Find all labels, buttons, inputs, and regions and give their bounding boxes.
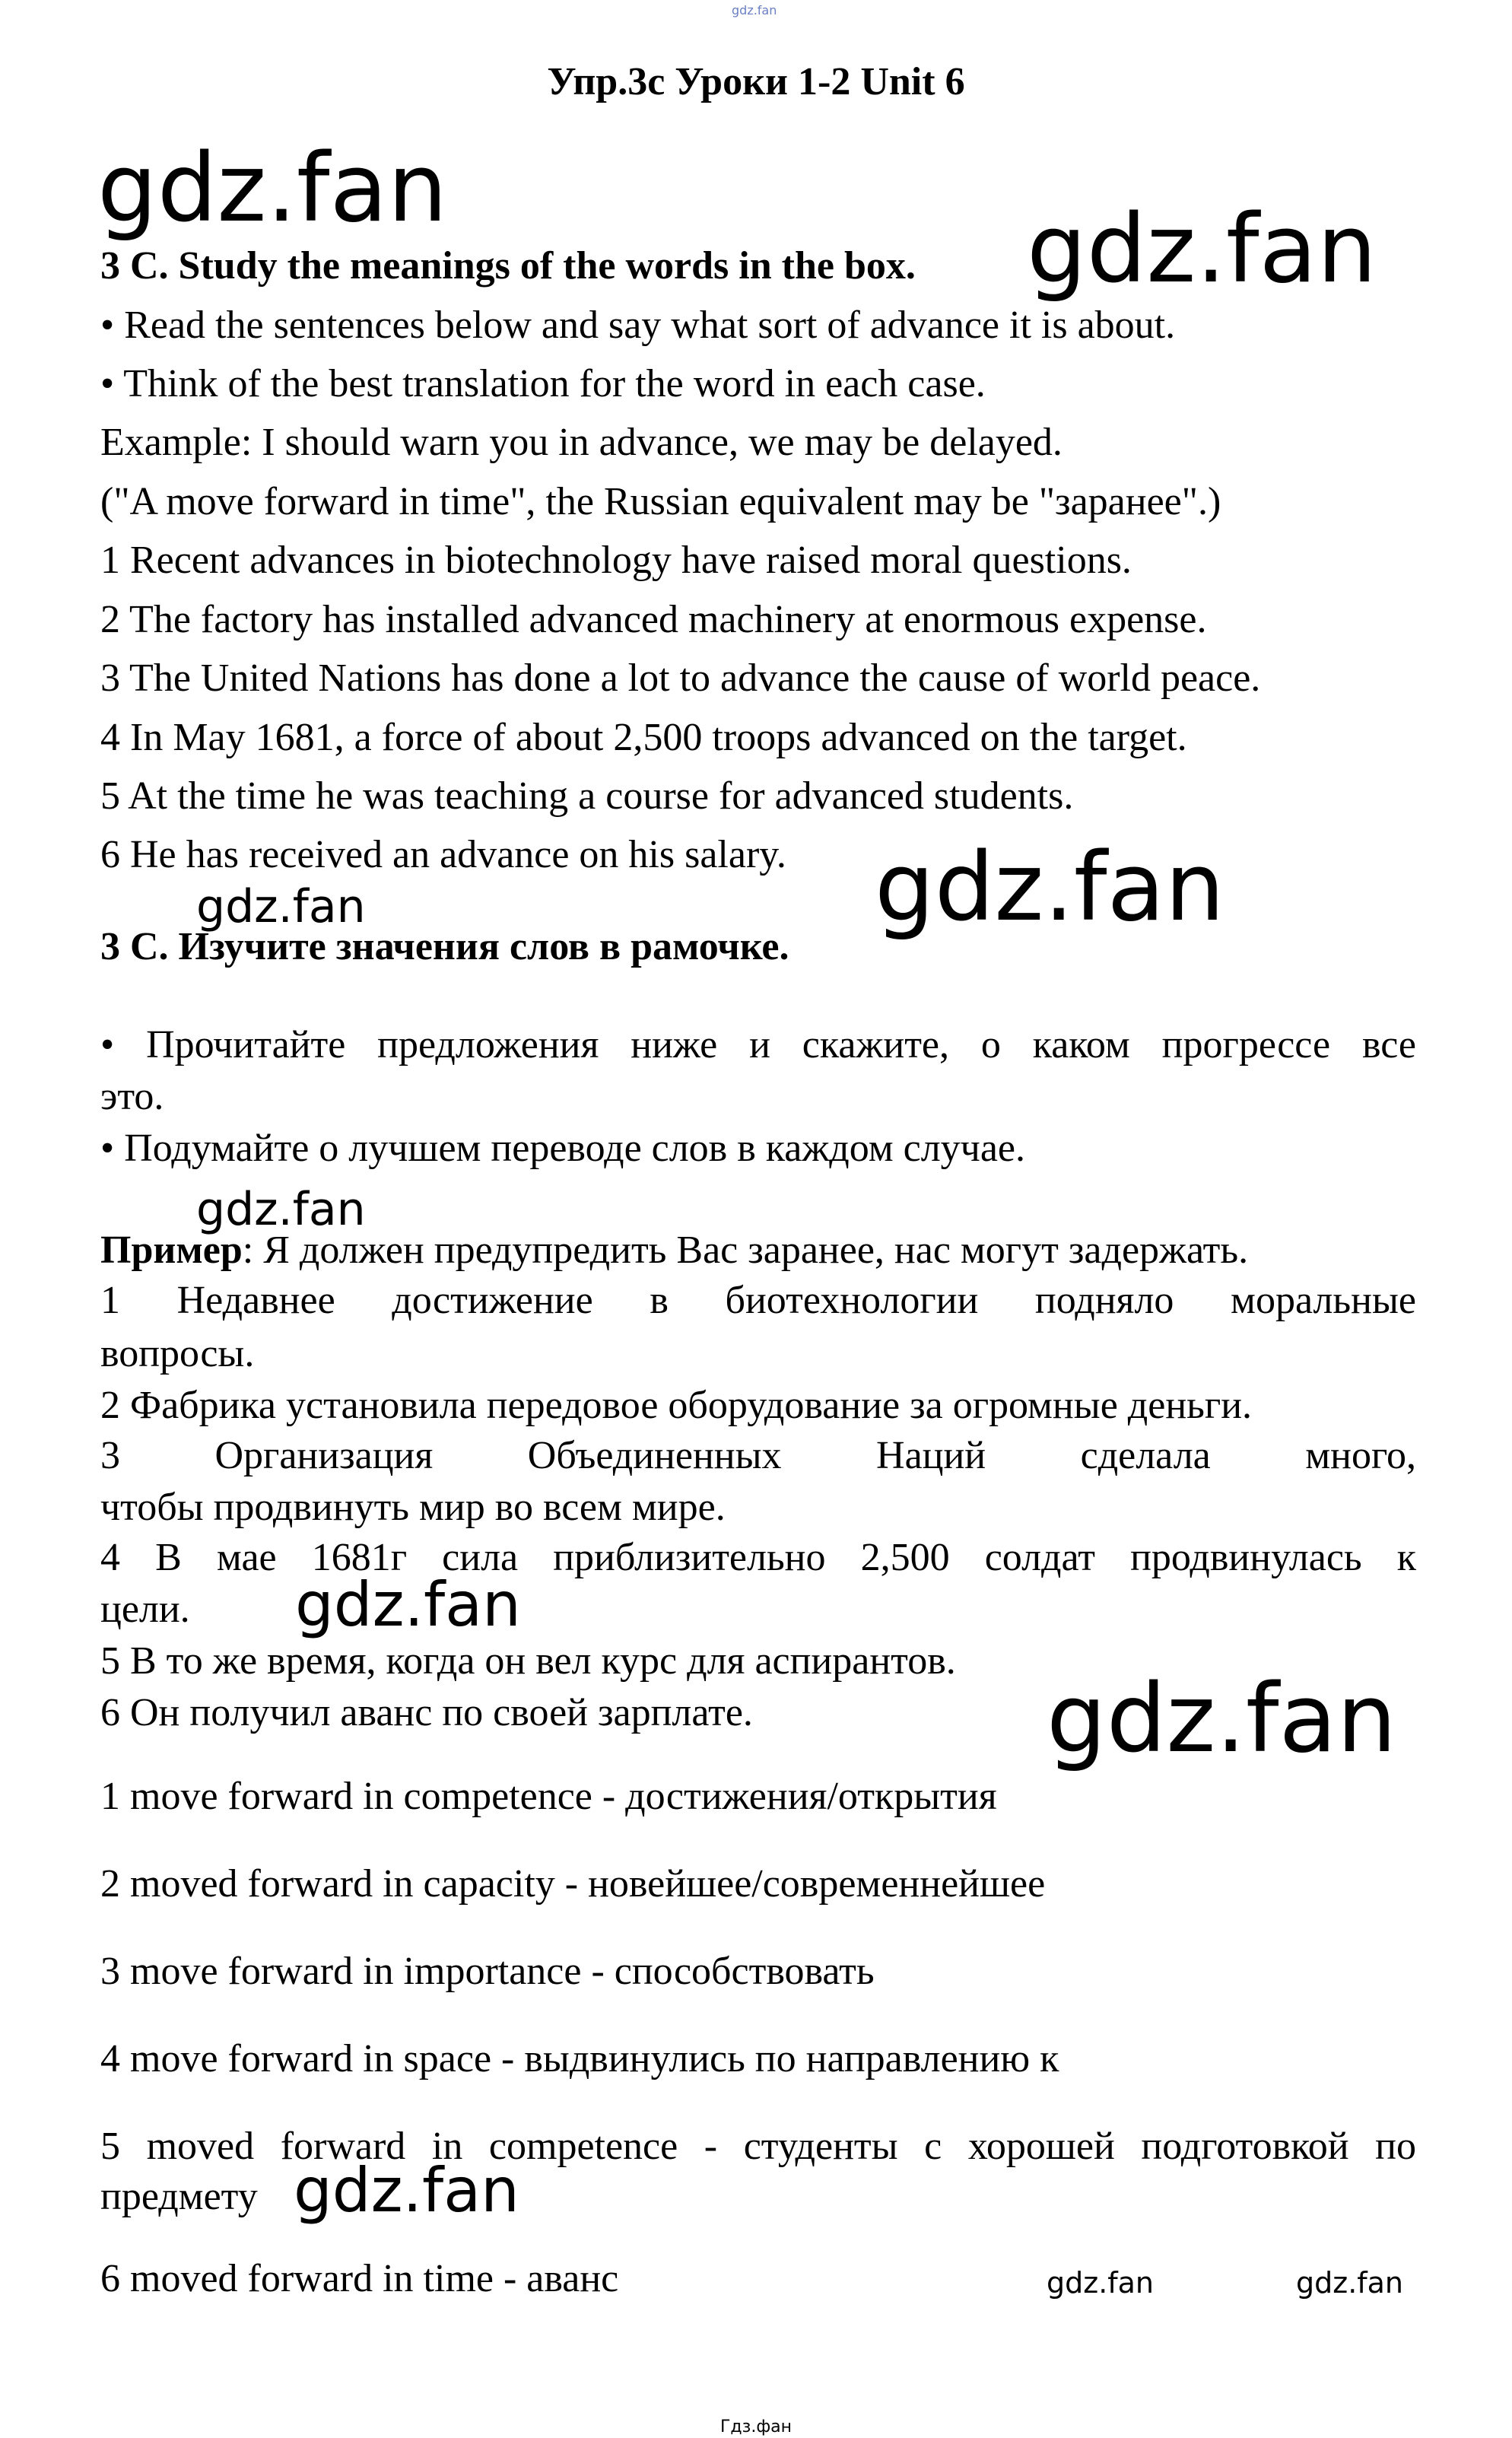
english-heading: 3 C. Study the meanings of the words in the box. (100, 244, 916, 288)
english-bullet-2: • Think of the best translation for the word in each case. (100, 362, 986, 405)
russian-example-label: Пример (100, 1229, 243, 1272)
answer-1: 1 move forward in competence - достижения/открытия (100, 1775, 997, 1818)
answer-2: 2 moved forward in capacity - новейшее/современнейшее (100, 1862, 1046, 1906)
english-sentence-1: 1 Recent advances in biotechnology have raised moral questions. (100, 539, 1132, 582)
watermark-large-3: gdz.fan (875, 833, 1225, 942)
russian-heading: 3 С. Изучите значения слов в рамочке. (100, 925, 789, 968)
english-example: Example: I should warn you in advance, we may be delayed. (100, 421, 1063, 464)
answer-5-cont: предмету (100, 2175, 258, 2218)
watermark-large-4: gdz.fan (1047, 1664, 1397, 1774)
russian-sentence-1 (100, 1275, 1416, 1327)
english-sentence-4: 4 In May 1681, a force of about 2,500 troops advanced on the target. (100, 716, 1187, 759)
russian-sentence-3 (100, 1430, 1416, 1482)
answer-3: 3 move forward in importance - способствовать (100, 1950, 875, 1993)
top-watermark: gdz.fan (732, 3, 777, 17)
footer-watermark: Гдз.фан (720, 2417, 792, 2436)
russian-sentence-4-cont: цели. (100, 1588, 190, 1631)
english-sentence-3: 3 The United Nations has done a lot to advance the cause of world peace. (100, 656, 1261, 700)
russian-bullet-2: • Подумайте о лучшем переводе слов в каждом случае. (100, 1127, 1025, 1170)
russian-sentence-1-cont: вопросы. (100, 1332, 255, 1375)
watermark-medium-1: gdz.fan (295, 1569, 521, 1640)
russian-sentence-2: 2 Фабрика установила передовое оборудование за огромные деньги. (100, 1384, 1253, 1427)
watermark-large-1: gdz.fan (97, 134, 448, 243)
watermark-large-2: gdz.fan (1027, 195, 1377, 304)
english-sentence-6: 6 He has received an advance on his salary. (100, 833, 786, 876)
russian-sentence-6: 6 Он получил аванс по своей зарплате. (100, 1691, 753, 1734)
watermark-small-1: gdz.fan (196, 880, 366, 933)
watermark-medium-2: gdz.fan (294, 2155, 519, 2226)
answer-5-line: 5 moved forward in competence - студенты с хорошей подготовкой по (100, 2125, 1416, 2168)
russian-bullet-1-line: • Прочитайте предложения ниже и скажите, о каком прогрессе все (100, 1023, 1416, 1066)
english-example-note: ("A move forward in time", the Russian equivalent may be "заранее".) (100, 480, 1221, 523)
watermark-small-2: gdz.fan (196, 1183, 366, 1236)
answer-4: 4 move forward in space - выдвинулись по направлению к (100, 2037, 1059, 2080)
page-title: Упр.3c Уроки 1-2 Unit 6 (547, 60, 965, 103)
answer-6: 6 moved forward in time - аванс (100, 2257, 619, 2300)
russian-example-text: : Я должен предупредить Вас заранее, нас могут задержать. (242, 1229, 1249, 1272)
russian-sentence-5: 5 В то же время, когда он вел курс для аспирантов. (100, 1639, 956, 1683)
russian-sentence-4-line: 4 В мае 1681г сила приблизительно 2,500 солдат продвинулась к (100, 1536, 1416, 1579)
russian-sentence-3-line: 3 Организация Объединенных Наций сделала много, (100, 1434, 1416, 1477)
russian-bullet-1 (100, 1019, 1416, 1071)
watermark-tiny-1: gdz.fan (1047, 2266, 1155, 2300)
english-bullet-1: • Read the sentences below and say what sort of advance it is about. (100, 304, 1176, 347)
english-sentence-5: 5 At the time he was teaching a course for advanced students. (100, 774, 1074, 818)
russian-sentence-3-cont: чтобы продвинуть мир во всем мире. (100, 1486, 726, 1529)
watermark-tiny-2: gdz.fan (1296, 2266, 1404, 2300)
russian-bullet-1-cont: это. (100, 1075, 164, 1118)
english-sentence-2: 2 The factory has installed advanced machinery at enormous expense. (100, 598, 1207, 641)
russian-sentence-1-line: 1 Недавнее достижение в биотехнологии подняло моральные (100, 1279, 1416, 1322)
